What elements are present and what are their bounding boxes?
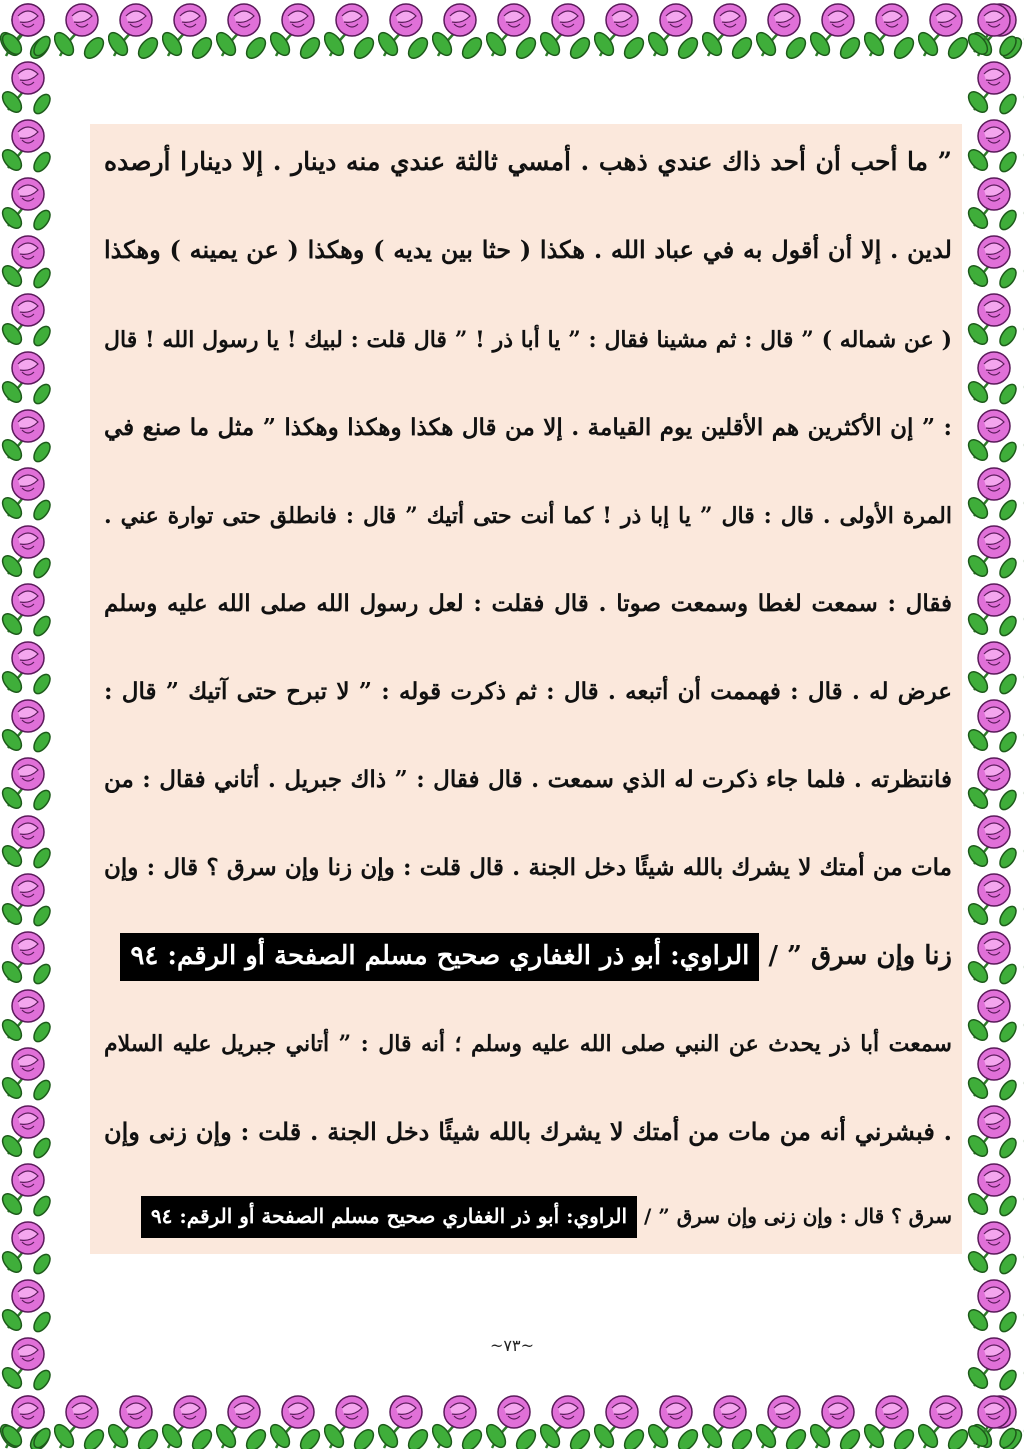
narrator-citation-highlight: الراوي: أبو ذر الغفاري صحيح مسلم الصفحة أو الرقم: ٩٤: [141, 1196, 637, 1238]
text-line-8: فانتظرته . فلما جاء ذكرت له الذي سمعت . قال فقال : ” ذاك جبريل . أتاني فقال : من: [104, 766, 952, 793]
line-13-text: سرق ؟ قال : وإن زنى وإن سرق ” /: [644, 1204, 952, 1228]
rose-border-icon: [966, 0, 1024, 1449]
text-line-12: . فبشرني أنه من مات من أمتك لا يشرك بالله شيئًا دخل الجنة . قلت : وإن زنى وإن: [104, 1117, 952, 1146]
text-line-10: [104, 926, 952, 986]
text-line-7: عرض له . قال : فهممت أن أتبعه . قال : ثم ذكرت قوله : ” لا تبرح حتى آتيك ” قال :: [104, 678, 952, 705]
floral-border-top: [0, 0, 1024, 62]
text-line-9: مات من أمتك لا يشرك بالله شيئًا دخل الجنة . قال قلت : وإن زنا وإن سرق ؟ قال : وإن: [104, 854, 952, 881]
text-line-11: سمعت أبا ذر يحدث عن النبي صلى الله عليه وسلم ؛ أنه قال : ” أتاني جبريل عليه السلام: [104, 1031, 952, 1057]
text-line-4: : ” إن الأكثرين هم الأقلين يوم القيامة . إلا من قال هكذا وهكذا وهكذا ” مثل ما صنع في: [104, 414, 952, 441]
floral-border-bottom: [0, 1392, 1024, 1449]
text-line-13: [104, 1186, 952, 1246]
text-line-1: ” ما أحب أن أحد ذاك عندي ذهب . أمسي ثالثة عندي منه دينار . إلا دينارا أرصده: [104, 147, 952, 176]
rose-border-icon: [0, 0, 56, 1449]
line-10-text: زنا وإن سرق ” /: [768, 941, 952, 971]
floral-border-right: [966, 0, 1024, 1449]
text-line-3: ( عن شماله ) ” قال : ثم مشينا فقال : ” يا أبا ذر ! ” قال قلت : لبيك ! يا رسول الله ! قال: [104, 327, 952, 353]
rose-border-icon: [0, 0, 1024, 62]
page-number: ~٧٣~: [490, 1336, 534, 1355]
floral-border-left: [0, 0, 56, 1449]
text-line-6: فقال : سمعت لغطا وسمعت صوتا . قال فقلت : لعل رسول الله صلى الله عليه وسلم: [104, 590, 952, 617]
hadith-text-block: [90, 124, 962, 1254]
text-line-5: المرة الأولى . قال : قال ” يا إبا ذر ! كما أنت حتى أتيك ” قال : فانطلق حتى توارة عني .: [104, 503, 952, 529]
rose-border-icon: [0, 1392, 1024, 1449]
narrator-citation-highlight: الراوي: أبو ذر الغفاري صحيح مسلم الصفحة أو الرقم: ٩٤: [120, 933, 759, 981]
text-line-2: لدين . إلا أن أقول به في عباد الله . هكذا ( حثا بين يديه ) وهكذا ( عن يمينه ) وهكذا: [104, 235, 952, 264]
